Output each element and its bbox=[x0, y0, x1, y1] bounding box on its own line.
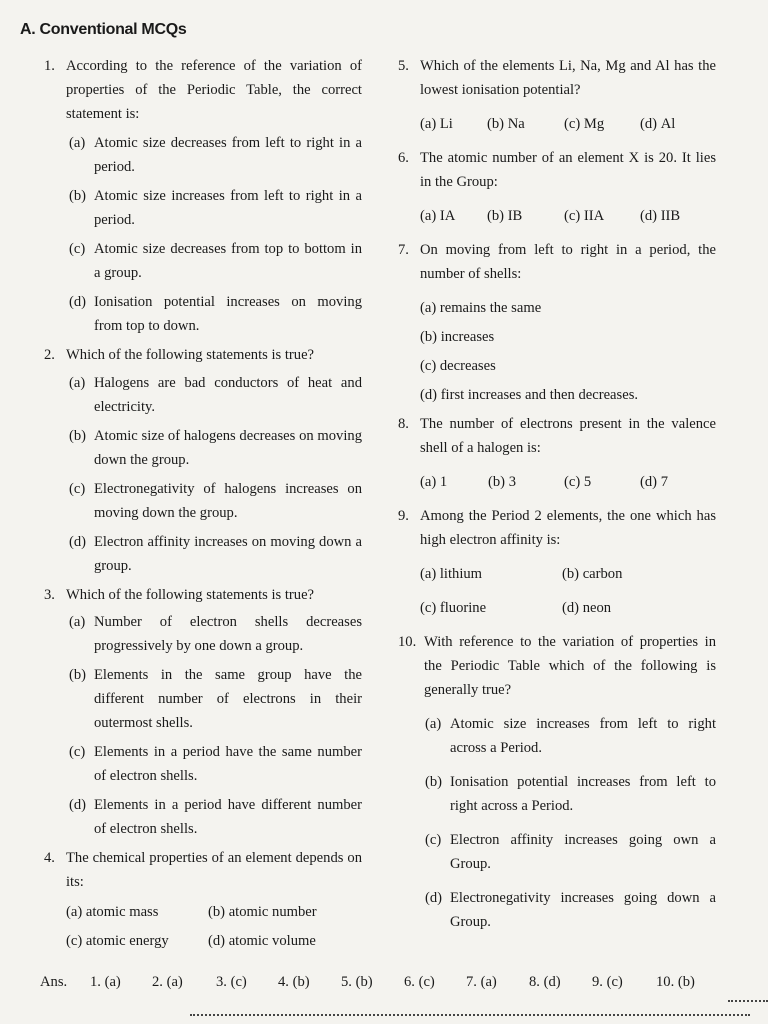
question-stem: The chemical properties of an element depends on its: bbox=[66, 850, 362, 890]
option bbox=[420, 562, 562, 586]
option-row bbox=[398, 596, 716, 620]
corner-divider bbox=[728, 1000, 768, 1002]
option-row bbox=[398, 325, 716, 349]
option bbox=[66, 929, 208, 953]
option bbox=[44, 237, 362, 285]
option bbox=[420, 354, 496, 378]
option-label: (d) bbox=[562, 600, 580, 616]
option-label: (d) bbox=[425, 890, 443, 906]
question-6 bbox=[398, 146, 716, 194]
option-label: (d) bbox=[640, 208, 658, 224]
option bbox=[44, 424, 362, 472]
option bbox=[44, 477, 362, 525]
option-label: (d) bbox=[420, 387, 438, 403]
option-text: Atomic size of halogens decreases on moving down the group. bbox=[94, 428, 362, 468]
option-text: Atomic size decreases from top to bottom in a group. bbox=[94, 241, 362, 281]
option-row bbox=[398, 296, 716, 320]
option bbox=[398, 828, 716, 876]
option-label: (b) bbox=[487, 116, 505, 132]
option-label: (a) bbox=[420, 208, 437, 224]
option-row bbox=[398, 470, 716, 494]
question-8 bbox=[398, 412, 716, 460]
question-stem: Among the Period 2 elements, the one which has high electron affinity is: bbox=[420, 508, 716, 548]
option-label: (a) bbox=[420, 566, 437, 582]
option-text: atomic energy bbox=[85, 933, 169, 949]
option-text: Mg bbox=[583, 116, 605, 132]
option-label: (b) bbox=[562, 566, 580, 582]
option-text: 1 bbox=[439, 474, 448, 490]
option-label: (a) bbox=[66, 904, 83, 920]
answer-item: 4. (b) bbox=[278, 974, 310, 990]
option-label: (c) bbox=[66, 933, 83, 949]
option-label: (c) bbox=[420, 358, 437, 374]
option bbox=[640, 112, 675, 136]
question-7 bbox=[398, 238, 716, 286]
option-label: (c) bbox=[564, 474, 581, 490]
option-text: atomic volume bbox=[228, 933, 316, 949]
option bbox=[44, 290, 362, 338]
option-label: (c) bbox=[564, 116, 581, 132]
option bbox=[44, 610, 362, 658]
option-text: neon bbox=[582, 600, 612, 616]
answer-item: 6. (c) bbox=[404, 974, 435, 990]
option-row bbox=[398, 383, 716, 407]
option-text: Elements in a period have different number of electron shells. bbox=[94, 797, 362, 837]
option-label: (d) bbox=[208, 933, 226, 949]
option-label: (a) bbox=[69, 375, 86, 391]
option bbox=[420, 596, 562, 620]
option bbox=[487, 204, 564, 228]
option-label: (d) bbox=[640, 116, 658, 132]
option-label: (a) bbox=[420, 474, 437, 490]
option-label: (d) bbox=[640, 474, 658, 490]
option-label: (c) bbox=[69, 241, 86, 257]
option-text: Al bbox=[660, 116, 676, 132]
option bbox=[44, 740, 362, 788]
option-text: first increases and then decreases. bbox=[440, 387, 639, 403]
option bbox=[640, 470, 668, 494]
option-text: Atomic size increases from left to right across a Period. bbox=[450, 716, 716, 756]
option-label: (b) bbox=[69, 428, 87, 444]
option bbox=[44, 184, 362, 232]
option-text: Li bbox=[439, 116, 453, 132]
option-text: decreases bbox=[439, 358, 496, 374]
option bbox=[564, 204, 640, 228]
option-text: carbon bbox=[582, 566, 623, 582]
option-label: (b) bbox=[487, 208, 505, 224]
option bbox=[420, 204, 487, 228]
question-number: 9. bbox=[398, 508, 409, 524]
answer-item: 1. (a) bbox=[90, 974, 121, 990]
option-label: (b) bbox=[69, 188, 87, 204]
option-text: 7 bbox=[660, 474, 668, 490]
option-label: (a) bbox=[69, 614, 86, 630]
option bbox=[420, 470, 488, 494]
option-label: (b) bbox=[488, 474, 506, 490]
option-text: Electron affinity increases on moving down a group. bbox=[94, 534, 362, 574]
question-stem: The atomic number of an element X is 20. It lies in the Group: bbox=[420, 150, 716, 190]
option-label: (b) bbox=[425, 774, 443, 790]
option-label: (d) bbox=[69, 294, 87, 310]
option-row bbox=[398, 112, 716, 136]
option-text: lithium bbox=[439, 566, 483, 582]
option-row bbox=[398, 204, 716, 228]
option-text: Number of electron shells decreases progressively by one down a group. bbox=[94, 614, 362, 654]
option-text: fluorine bbox=[439, 600, 487, 616]
question-number: 5. bbox=[398, 58, 409, 74]
option-row bbox=[44, 900, 362, 924]
option-text: Elements in a period have the same number of electron shells. bbox=[94, 744, 362, 784]
option-text: atomic mass bbox=[85, 904, 159, 920]
section-title: A. Conventional MCQs bbox=[20, 21, 187, 38]
option-text: Electronegativity of halogens increases on moving down the group. bbox=[94, 481, 362, 521]
option-label: (c) bbox=[69, 481, 86, 497]
question-number: 3. bbox=[44, 587, 55, 603]
option bbox=[420, 112, 487, 136]
option bbox=[208, 900, 317, 924]
question-number: 6. bbox=[398, 150, 409, 166]
option-label: (a) bbox=[420, 300, 437, 316]
option-text: IIA bbox=[583, 208, 605, 224]
option-text: Electronegativity increases going down a Group. bbox=[450, 890, 716, 930]
option bbox=[488, 470, 564, 494]
option bbox=[398, 770, 716, 818]
option bbox=[44, 530, 362, 578]
option bbox=[562, 562, 622, 586]
right-column bbox=[398, 54, 716, 934]
option bbox=[420, 296, 541, 320]
answer-item: 5. (b) bbox=[341, 974, 373, 990]
option bbox=[44, 793, 362, 841]
question-5 bbox=[398, 54, 716, 102]
option-text: Ionisation potential increases from left to right across a Period. bbox=[450, 774, 716, 814]
question-stem: Which of the elements Li, Na, Mg and Al has the lowest ionisation potential? bbox=[420, 58, 716, 98]
question-stem: The number of electrons present in the valence shell of a halogen is: bbox=[420, 416, 716, 456]
option bbox=[562, 596, 611, 620]
option-row bbox=[398, 354, 716, 378]
question-number: 7. bbox=[398, 242, 409, 258]
option bbox=[640, 204, 680, 228]
answer-item: 10. (b) bbox=[656, 974, 695, 990]
option-label: (b) bbox=[420, 329, 438, 345]
answer-key bbox=[40, 974, 695, 991]
option-text: remains the same bbox=[439, 300, 542, 316]
option bbox=[420, 325, 494, 349]
option bbox=[66, 900, 208, 924]
option bbox=[564, 112, 640, 136]
option-row bbox=[398, 562, 716, 586]
answer-label: Ans. bbox=[40, 974, 68, 990]
answer-item: 9. (c) bbox=[592, 974, 623, 990]
option-text: Ionisation potential increases on moving from top to down. bbox=[94, 294, 362, 334]
option-text: Na bbox=[507, 116, 525, 132]
option-text: Elements in the same group have the different number of electrons in their outermost shells. bbox=[94, 667, 362, 731]
option-text: 5 bbox=[583, 474, 592, 490]
question-stem: With reference to the variation of properties in the Periodic Table which of the following is generally true? bbox=[424, 634, 716, 698]
question-number: 10. bbox=[398, 634, 417, 650]
answer-item: 8. (d) bbox=[529, 974, 561, 990]
question-stem: Which of the following statements is true? bbox=[66, 347, 315, 363]
option-label: (b) bbox=[69, 667, 87, 683]
question-number: 8. bbox=[398, 416, 409, 432]
footer-divider bbox=[190, 1010, 750, 1016]
option-label: (c) bbox=[420, 600, 437, 616]
option-label: (d) bbox=[69, 534, 87, 550]
option-label: (a) bbox=[425, 716, 442, 732]
option bbox=[398, 886, 716, 934]
option bbox=[420, 383, 638, 407]
answer-item: 3. (c) bbox=[216, 974, 247, 990]
option-text: Atomic size decreases from left to right in a period. bbox=[94, 135, 362, 175]
option-label: (b) bbox=[208, 904, 226, 920]
answer-item: 2. (a) bbox=[152, 974, 183, 990]
option-label: (c) bbox=[425, 832, 442, 848]
option bbox=[564, 470, 640, 494]
question-10 bbox=[398, 630, 716, 702]
option-label: (a) bbox=[420, 116, 437, 132]
option bbox=[398, 712, 716, 760]
question-number: 4. bbox=[44, 850, 55, 866]
option-text: 3 bbox=[508, 474, 516, 490]
option bbox=[487, 112, 564, 136]
option-text: increases bbox=[440, 329, 495, 345]
question-3 bbox=[44, 583, 362, 607]
question-1 bbox=[44, 54, 362, 126]
option-text: atomic number bbox=[228, 904, 317, 920]
question-number: 1. bbox=[44, 58, 55, 74]
option-label: (d) bbox=[69, 797, 87, 813]
option-text: Halogens are bad conductors of heat and electricity. bbox=[94, 375, 362, 415]
question-2 bbox=[44, 343, 362, 367]
option-label: (c) bbox=[564, 208, 581, 224]
question-number: 2. bbox=[44, 347, 55, 363]
option-label: (a) bbox=[69, 135, 86, 151]
option-text: IA bbox=[439, 208, 456, 224]
option bbox=[44, 131, 362, 179]
option-row bbox=[44, 929, 362, 953]
option bbox=[208, 929, 316, 953]
answer-item: 7. (a) bbox=[466, 974, 497, 990]
question-stem: According to the reference of the variation of properties of the Periodic Table, the correct statement is: bbox=[66, 58, 362, 122]
option-label: (c) bbox=[69, 744, 86, 760]
option-text: IB bbox=[507, 208, 523, 224]
option-text: Electron affinity increases going own a Group. bbox=[450, 832, 716, 872]
question-stem: Which of the following statements is true? bbox=[66, 587, 315, 603]
left-column bbox=[44, 54, 362, 953]
question-9 bbox=[398, 504, 716, 552]
option-text: IIB bbox=[660, 208, 681, 224]
question-4 bbox=[44, 846, 362, 894]
question-stem: On moving from left to right in a period, the number of shells: bbox=[420, 242, 716, 282]
option bbox=[44, 663, 362, 735]
option-text: Atomic size increases from left to right in a period. bbox=[94, 188, 362, 228]
option bbox=[44, 371, 362, 419]
